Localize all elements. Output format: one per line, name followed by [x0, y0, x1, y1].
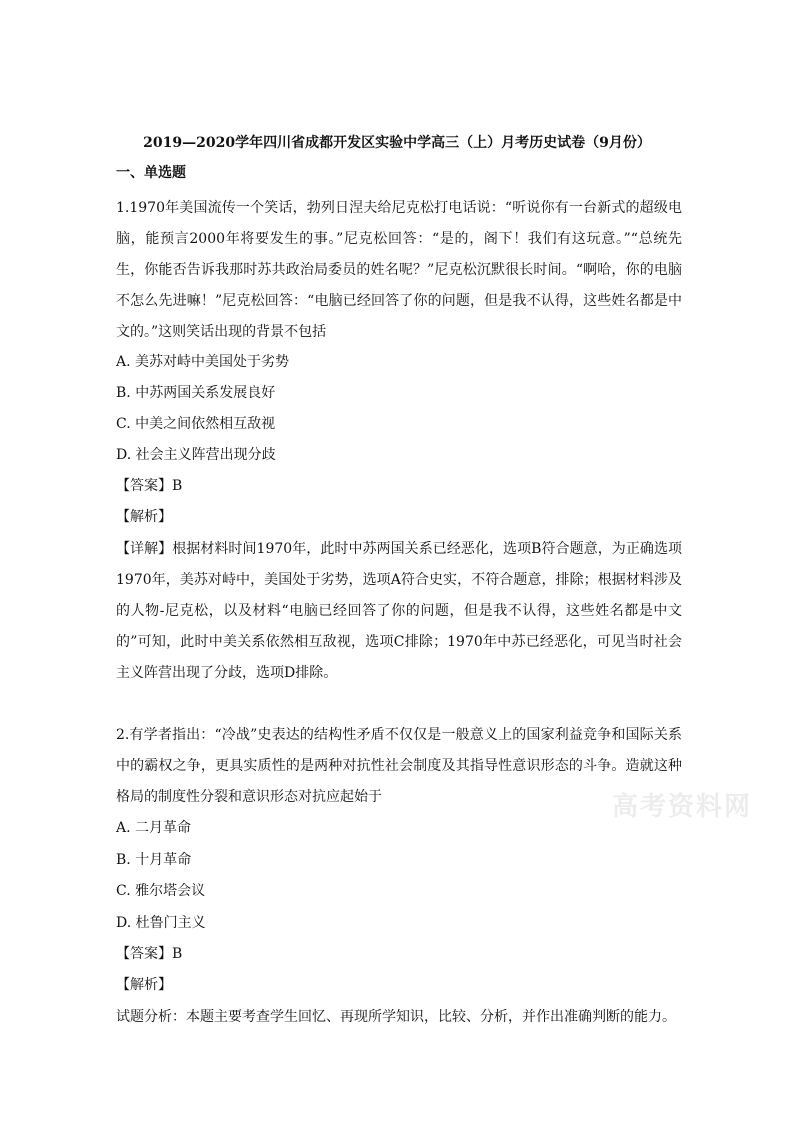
section-heading: 一、单选题: [116, 165, 186, 181]
question-2-option-c: C. 雅尔塔会议: [116, 883, 206, 899]
question-2-analysis-label: 【解析】: [116, 977, 172, 993]
question-1-answer: 【答案】B: [116, 478, 183, 494]
page-title: 2019—2020学年四川省成都开发区实验中学高三（上）月考历史试卷（9月份）: [143, 135, 651, 151]
question-2-option-a: A. 二月革命: [116, 820, 192, 836]
question-2-answer: 【答案】B: [116, 946, 183, 962]
question-2-detail: 试题分析：本题主要考查学生回忆、再现所学知识，比较、分析，并作出准确判断的能力。: [116, 1009, 676, 1025]
question-1-option-b: B. 中苏两国关系发展良好: [116, 385, 276, 401]
question-2-option-b: B. 十月革命: [116, 852, 192, 868]
watermark: 高考资料网: [612, 792, 753, 822]
question-1-stem: 1.1970年美国流传一个笑话，勃列日涅夫给尼克松打电话说：“听说你有一台新式的超级电脑，能预言2000年将要发生的事。”尼克松回答：“是的，阁下！我们有这玩意。”“总统先生，你能否告诉我那时苏共政治局委员的姓名呢？”尼克松沉默很长时间。“啊哈，你的电脑不怎么先进嘛！”尼克松回答：“电脑已经回答了你的问题，但是我不认得，这些姓名都是中文的。”这则笑话出现的背景不包括: [116, 200, 682, 340]
question-1-option-c: C. 中美之间依然相互敌视: [116, 416, 276, 432]
question-1-detail: 【详解】根据材料时间1970年，此时中苏两国关系已经恶化，选项B符合题意，为正确选项1970年，美苏对峙中，美国处于劣势，选项A符合史实，不符合题意，排除；根据材料涉及的人物-尼克松，以及材料“电脑已经回答了你的问题，但是我不认得，这些姓名都是中文的”可知，此时中美关系依然相互敌视，选项C排除；1970年中苏已经恶化，可见当时社会主义阵营出现了分歧，选项D排除。: [116, 541, 682, 681]
question-2-option-d: D. 杜鲁门主义: [116, 915, 206, 931]
question-1-analysis-label: 【解析】: [116, 509, 172, 525]
question-1-option-a: A. 美苏对峙中美国处于劣势: [116, 354, 290, 370]
question-2-stem: 2.有学者指出：“冷战”史表达的结构性矛盾不仅仅是一般意义上的国家利益竞争和国际关系中的霸权之争，更具实质性的是两种对抗性社会制度及其指导性意识形态的斗争。造就这种格局的制度性分裂和意识形态对抗应起始于: [116, 727, 682, 805]
question-1-option-d: D. 社会主义阵营出现分歧: [116, 447, 276, 463]
